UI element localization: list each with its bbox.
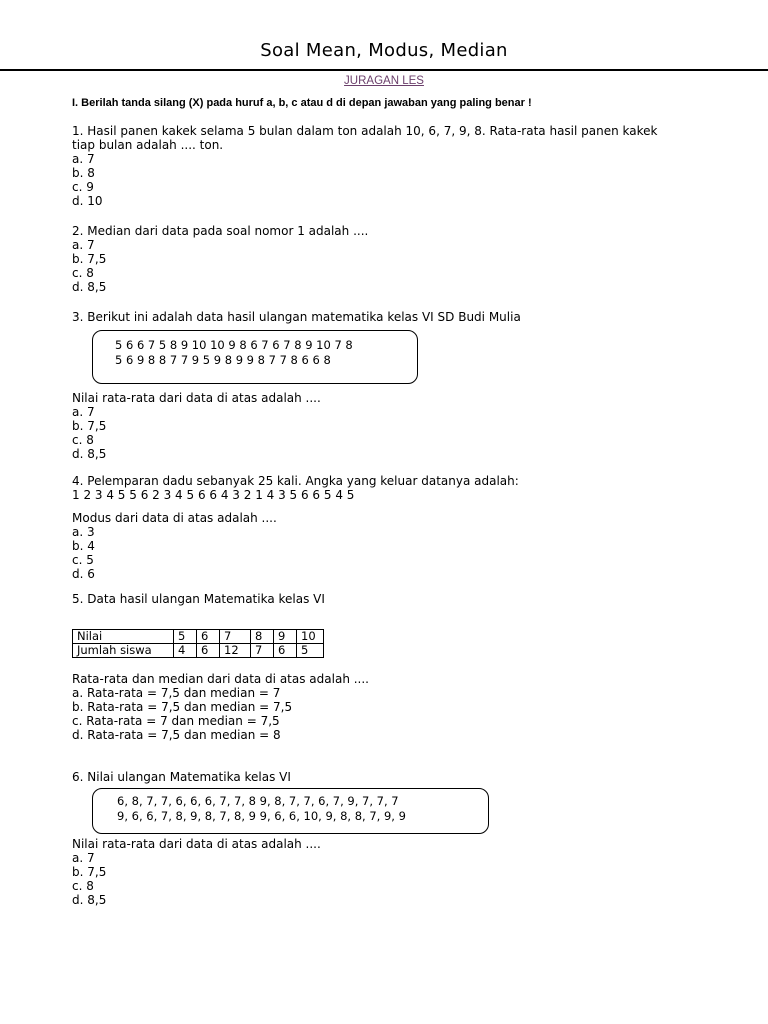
- question-5-answers: [72, 672, 369, 742]
- option-a[interactable]: a. Rata-rata = 7,5 dan median = 7: [72, 686, 281, 700]
- data-line-1: 6, 8, 7, 7, 6, 6, 6, 7, 7, 8 9, 8, 7, 7, 6, 7, 9, 7, 7, 7: [117, 794, 399, 808]
- table-row: [73, 630, 324, 644]
- option-c[interactable]: c. 9: [72, 180, 94, 194]
- table-cell: Jumlah siswa: [73, 644, 174, 658]
- option-d[interactable]: d. 8,5: [72, 447, 107, 461]
- table-row: [73, 644, 324, 658]
- question-5-prompt: Rata-rata dan median dari data di atas adalah ....: [72, 672, 369, 686]
- table-cell: 12: [220, 644, 251, 658]
- question-4: [72, 474, 519, 502]
- question-4-prompt: Modus dari data di atas adalah ....: [72, 511, 277, 525]
- option-a[interactable]: a. 7: [72, 152, 95, 166]
- option-b[interactable]: b. 7,5: [72, 419, 107, 433]
- instruction-text: I. Berilah tanda silang (X) pada huruf a, b, c atau d di depan jawaban yang paling benar !: [72, 97, 532, 109]
- publisher-link[interactable]: JURAGAN LES: [344, 75, 424, 87]
- frequency-table: [72, 629, 324, 658]
- question-1-text-line-1: 1. Hasil panen kakek selama 5 bulan dalam ton adalah 10, 6, 7, 9, 8. Rata-rata hasil panen kakek: [72, 124, 658, 138]
- option-c[interactable]: c. 5: [72, 553, 94, 567]
- option-d[interactable]: d. 10: [72, 194, 103, 208]
- question-4-answers: [72, 511, 277, 581]
- option-b[interactable]: b. 4: [72, 539, 95, 553]
- table-cell: 10: [297, 630, 324, 644]
- option-d[interactable]: d. Rata-rata = 7,5 dan median = 8: [72, 728, 281, 742]
- option-a[interactable]: a. 7: [72, 851, 95, 865]
- question-6-prompt: Nilai rata-rata dari data di atas adalah ....: [72, 837, 321, 851]
- question-6-text: [72, 770, 291, 784]
- question-3-answers: [72, 391, 321, 461]
- option-d[interactable]: d. 6: [72, 567, 95, 581]
- option-b[interactable]: b. 7,5: [72, 252, 107, 266]
- option-a[interactable]: a. 7: [72, 405, 95, 419]
- table-cell: 7: [251, 644, 274, 658]
- question-2-text: 2. Median dari data pada soal nomor 1 adalah ....: [72, 224, 369, 238]
- table-cell: 6: [197, 644, 220, 658]
- option-c[interactable]: c. Rata-rata = 7 dan median = 7,5: [72, 714, 280, 728]
- option-a[interactable]: a. 7: [72, 238, 95, 252]
- option-c[interactable]: c. 8: [72, 433, 94, 447]
- question-6-label: 6. Nilai ulangan Matematika kelas VI: [72, 770, 291, 784]
- question-4-text: 4. Pelemparan dadu sebanyak 25 kali. Angka yang keluar datanya adalah:: [72, 474, 519, 488]
- question-3-prompt: Nilai rata-rata dari data di atas adalah ....: [72, 391, 321, 405]
- data-box-q6: [92, 788, 489, 834]
- question-3-label: 3. Berikut ini adalah data hasil ulangan matematika kelas VI SD Budi Mulia: [72, 310, 521, 324]
- question-5-text: [72, 592, 325, 606]
- question-4-data: 1 2 3 4 5 5 6 2 3 4 5 6 6 4 3 2 1 4 3 5 6 6 5 4 5: [72, 488, 355, 502]
- option-d[interactable]: d. 8,5: [72, 280, 107, 294]
- option-a[interactable]: a. 3: [72, 525, 95, 539]
- table-cell: 9: [274, 630, 297, 644]
- data-line-1: 5 6 6 7 5 8 9 10 10 9 8 6 7 6 7 8 9 10 7 8: [115, 338, 353, 352]
- table-cell: 4: [174, 644, 197, 658]
- question-1: [72, 124, 657, 208]
- table-cell: Nilai: [73, 630, 174, 644]
- option-b[interactable]: b. Rata-rata = 7,5 dan median = 7,5: [72, 700, 293, 714]
- data-box-q3: [92, 330, 418, 384]
- title-divider: [0, 69, 768, 71]
- page-title: Soal Mean, Modus, Median: [260, 40, 508, 61]
- option-b[interactable]: b. 8: [72, 166, 95, 180]
- option-c[interactable]: c. 8: [72, 266, 94, 280]
- data-line-2: 5 6 9 8 8 7 7 9 5 9 8 9 9 8 7 7 8 6 6 8: [115, 353, 331, 367]
- question-3-text: [72, 310, 521, 324]
- question-2: [72, 224, 368, 294]
- table-cell: 5: [174, 630, 197, 644]
- question-5-label: 5. Data hasil ulangan Matematika kelas VI: [72, 592, 325, 606]
- table-cell: 6: [197, 630, 220, 644]
- question-6-answers: [72, 837, 321, 907]
- table-cell: 5: [297, 644, 324, 658]
- table-cell: 6: [274, 644, 297, 658]
- table-cell: 8: [251, 630, 274, 644]
- option-d[interactable]: d. 8,5: [72, 893, 107, 907]
- question-1-text-line-2: tiap bulan adalah .... ton.: [72, 138, 224, 152]
- data-line-2: 9, 6, 6, 7, 8, 9, 8, 7, 8, 9 9, 6, 6, 10, 9, 8, 8, 7, 9, 9: [117, 809, 406, 823]
- option-b[interactable]: b. 7,5: [72, 865, 107, 879]
- table-cell: 7: [220, 630, 251, 644]
- option-c[interactable]: c. 8: [72, 879, 94, 893]
